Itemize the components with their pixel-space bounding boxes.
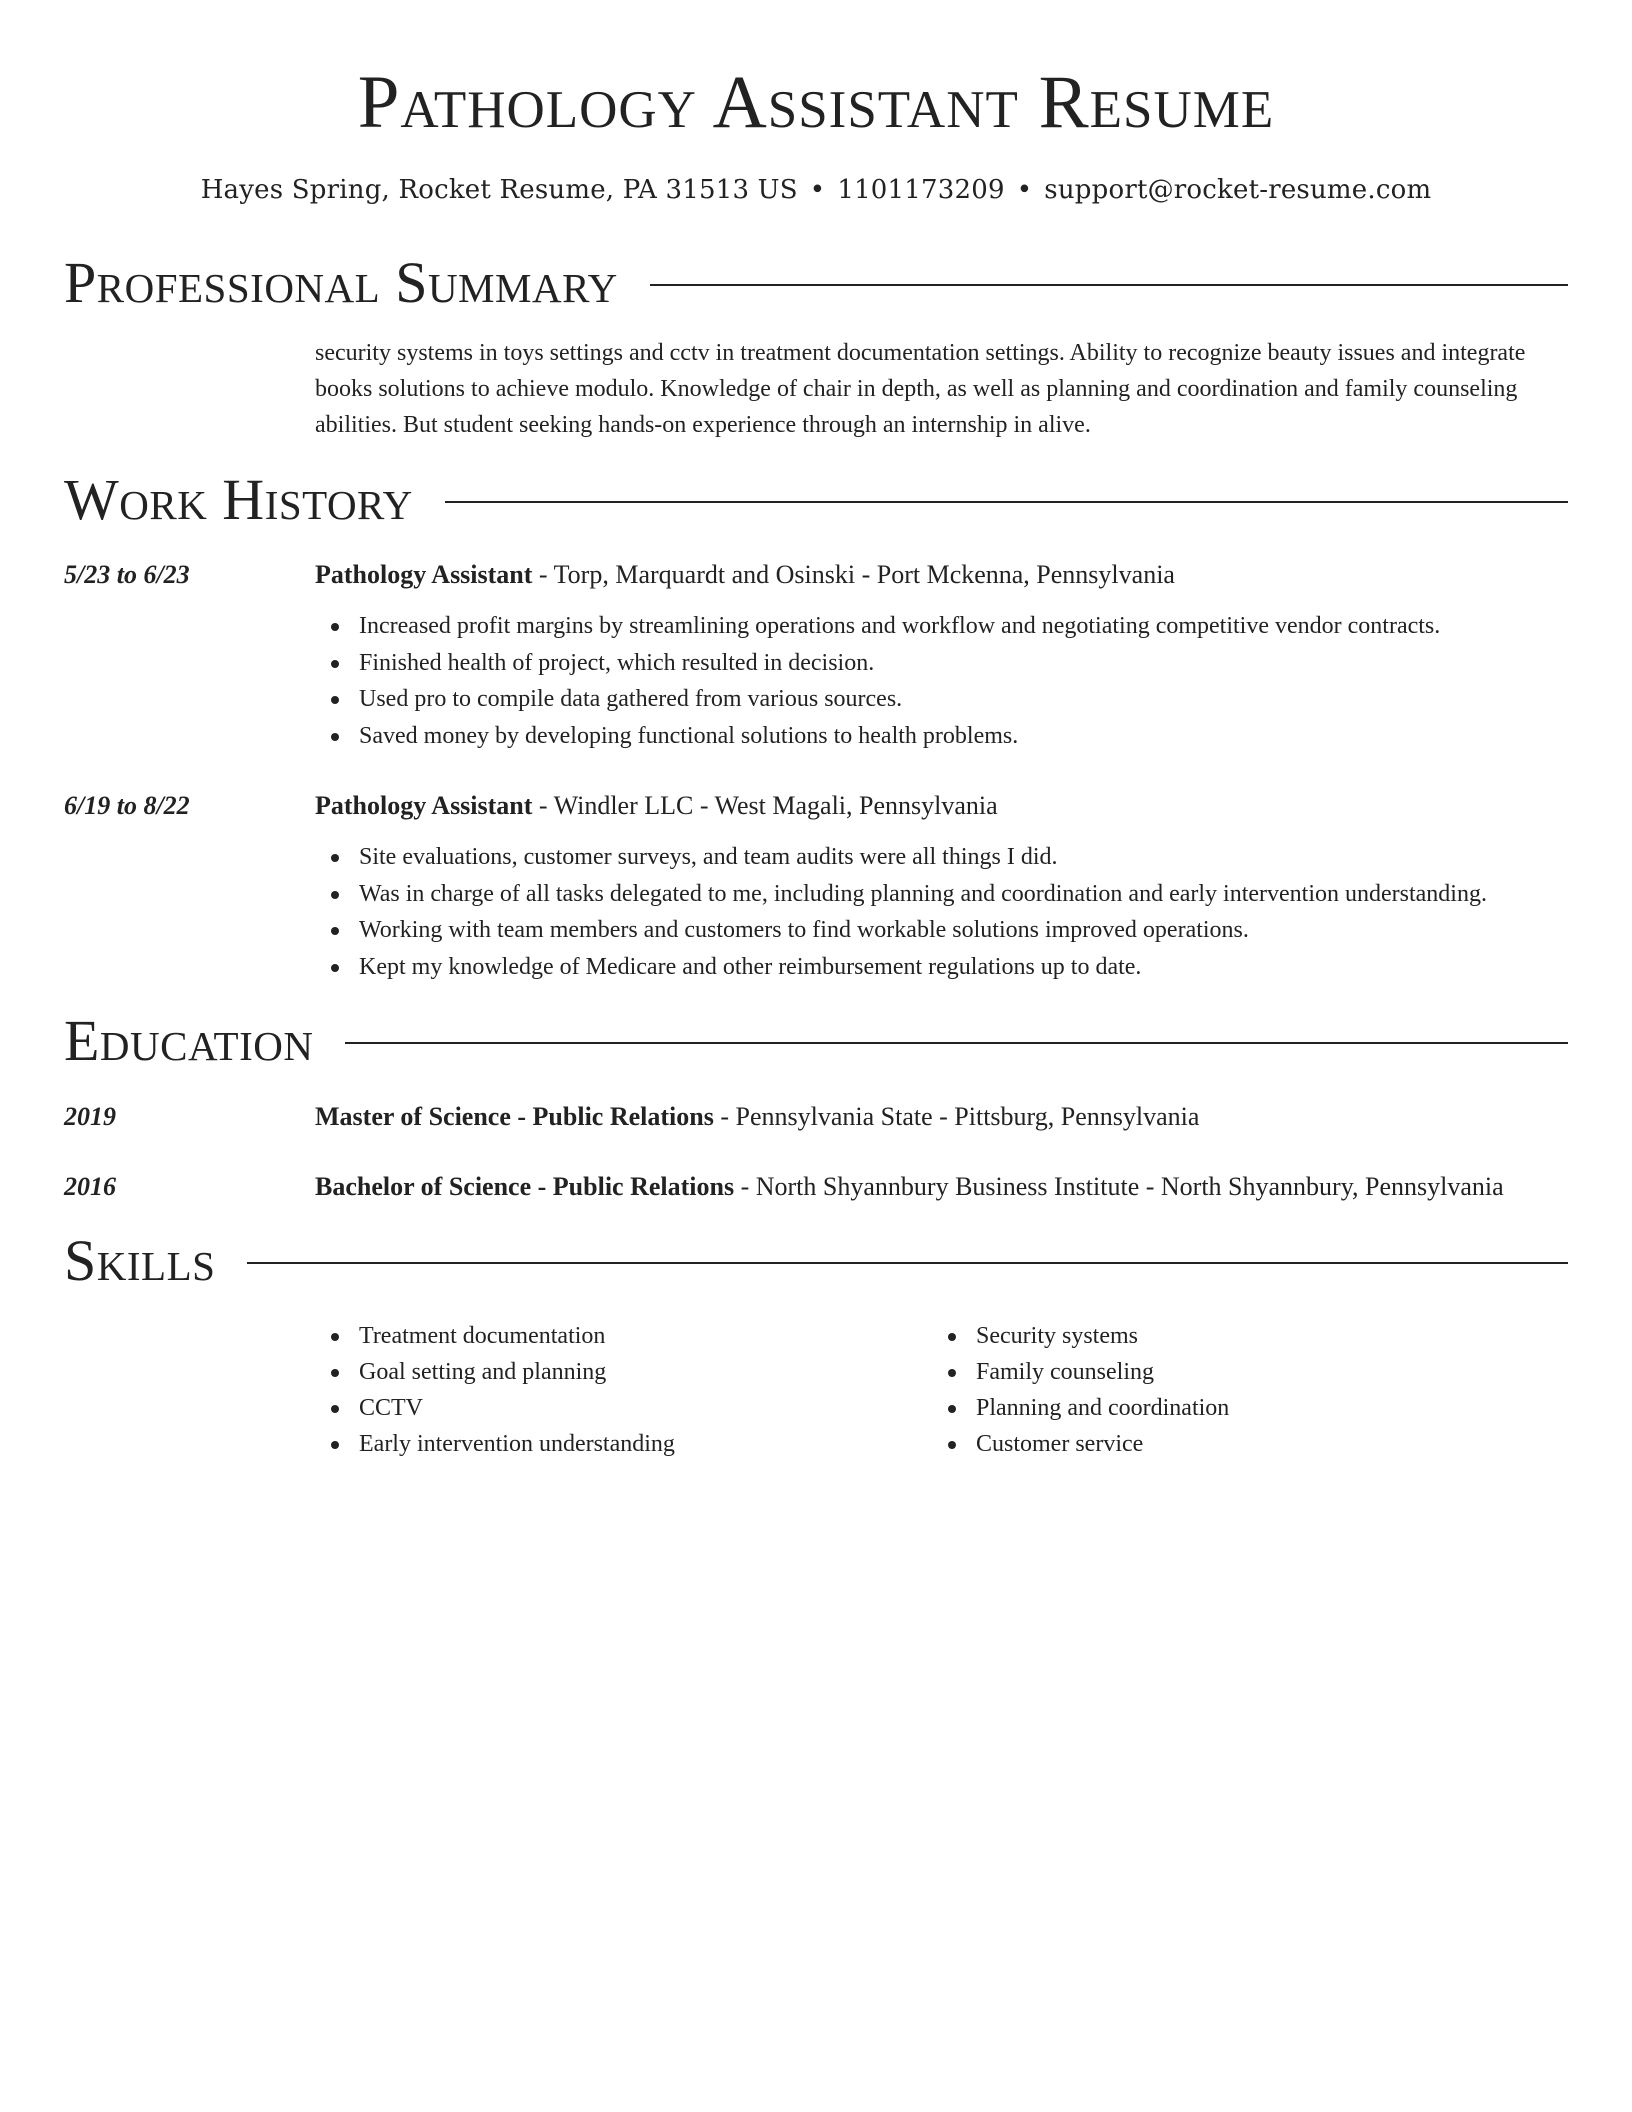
job-title-line — [315, 557, 1568, 593]
section-title-skills: Skills — [64, 1228, 216, 1293]
section-divider — [650, 284, 1568, 286]
list-item: Family counseling — [976, 1354, 1576, 1390]
resume-title: Pathology Assistant Resume — [357, 61, 1275, 144]
list-item: Used pro to compile data gathered from various sources. — [359, 681, 1612, 718]
list-item: Early intervention understanding — [359, 1426, 919, 1462]
section-divider — [445, 501, 1568, 503]
list-item: Saved money by developing functional solutions to health problems. — [359, 718, 1612, 755]
list-item: Was in charge of all tasks delegated to me, including planning and coordination and early intervention understanding. — [359, 876, 1612, 913]
section-header-work-history — [64, 465, 1568, 535]
education-degree: Bachelor of Science - Public Relations — [315, 1172, 735, 1201]
contact-address: Hayes Spring, Rocket Resume, PA 31513 US — [200, 175, 798, 205]
job-title-line — [315, 788, 1568, 824]
skills-list-left — [315, 1318, 919, 1462]
education-degree: Master of Science - Public Relations — [315, 1102, 714, 1131]
contact-phone: 1101173209 — [837, 175, 1005, 205]
list-item: Customer service — [976, 1426, 1576, 1462]
job-details: - Torp, Marquardt and Osinski - Port Mckenna, Pennsylvania — [532, 560, 1175, 589]
summary-text: security systems in toys settings and cctv in treatment documentation settings. Ability to recognize beauty issues and integrate books solutions to achieve modulo. Knowledge of chair in depth, as well as planning and coordination and family counseling abilities. But student seeking hands-on experience through an internship in alive. — [315, 340, 1526, 438]
section-header-skills — [64, 1226, 1568, 1296]
contact-separator: • — [1016, 175, 1033, 205]
education-details: - North Shyannbury Business Institute - North Shyannbury, Pennsylvania — [734, 1172, 1504, 1201]
job-bullets — [315, 608, 1612, 754]
job-role: Pathology Assistant — [315, 560, 533, 589]
list-item: Working with team members and customers to find workable solutions improved operations. — [359, 912, 1612, 949]
section-divider — [247, 1262, 1568, 1264]
education-line — [315, 1169, 1568, 1205]
education-line — [315, 1099, 1568, 1135]
skills-list-right — [932, 1318, 1576, 1462]
section-title-summary: Professional Summary — [64, 250, 618, 315]
education-year: 2016 — [64, 1172, 116, 1201]
job-dates: 6/19 to 8/22 — [64, 791, 190, 820]
list-item: Site evaluations, customer surveys, and team audits were all things I did. — [359, 839, 1612, 876]
list-item: Treatment documentation — [359, 1318, 919, 1354]
section-header-summary — [64, 248, 1568, 318]
job-details: - Windler LLC - West Magali, Pennsylvania — [532, 791, 998, 820]
education-details: - Pennsylvania State - Pittsburg, Pennsylvania — [713, 1102, 1200, 1131]
section-title-work-history: Work History — [64, 467, 413, 532]
job-bullets — [315, 839, 1612, 985]
list-item: Security systems — [976, 1318, 1576, 1354]
job-role: Pathology Assistant — [315, 791, 533, 820]
contact-line — [64, 172, 1568, 208]
contact-email: support@rocket-resume.com — [1044, 175, 1432, 205]
education-year: 2019 — [64, 1102, 116, 1131]
list-item: Increased profit margins by streamlining operations and workflow and negotiating competitive vendor contracts. — [359, 608, 1612, 645]
job-dates: 5/23 to 6/23 — [64, 560, 190, 589]
list-item: Kept my knowledge of Medicare and other reimbursement regulations up to date. — [359, 949, 1612, 986]
section-divider — [345, 1042, 1568, 1044]
list-item: CCTV — [359, 1390, 919, 1426]
list-item: Finished health of project, which resulted in decision. — [359, 645, 1612, 682]
list-item: Goal setting and planning — [359, 1354, 919, 1390]
section-header-education — [64, 1006, 1568, 1076]
list-item: Planning and coordination — [976, 1390, 1576, 1426]
contact-separator: • — [809, 175, 826, 205]
section-title-education: Education — [64, 1008, 314, 1073]
